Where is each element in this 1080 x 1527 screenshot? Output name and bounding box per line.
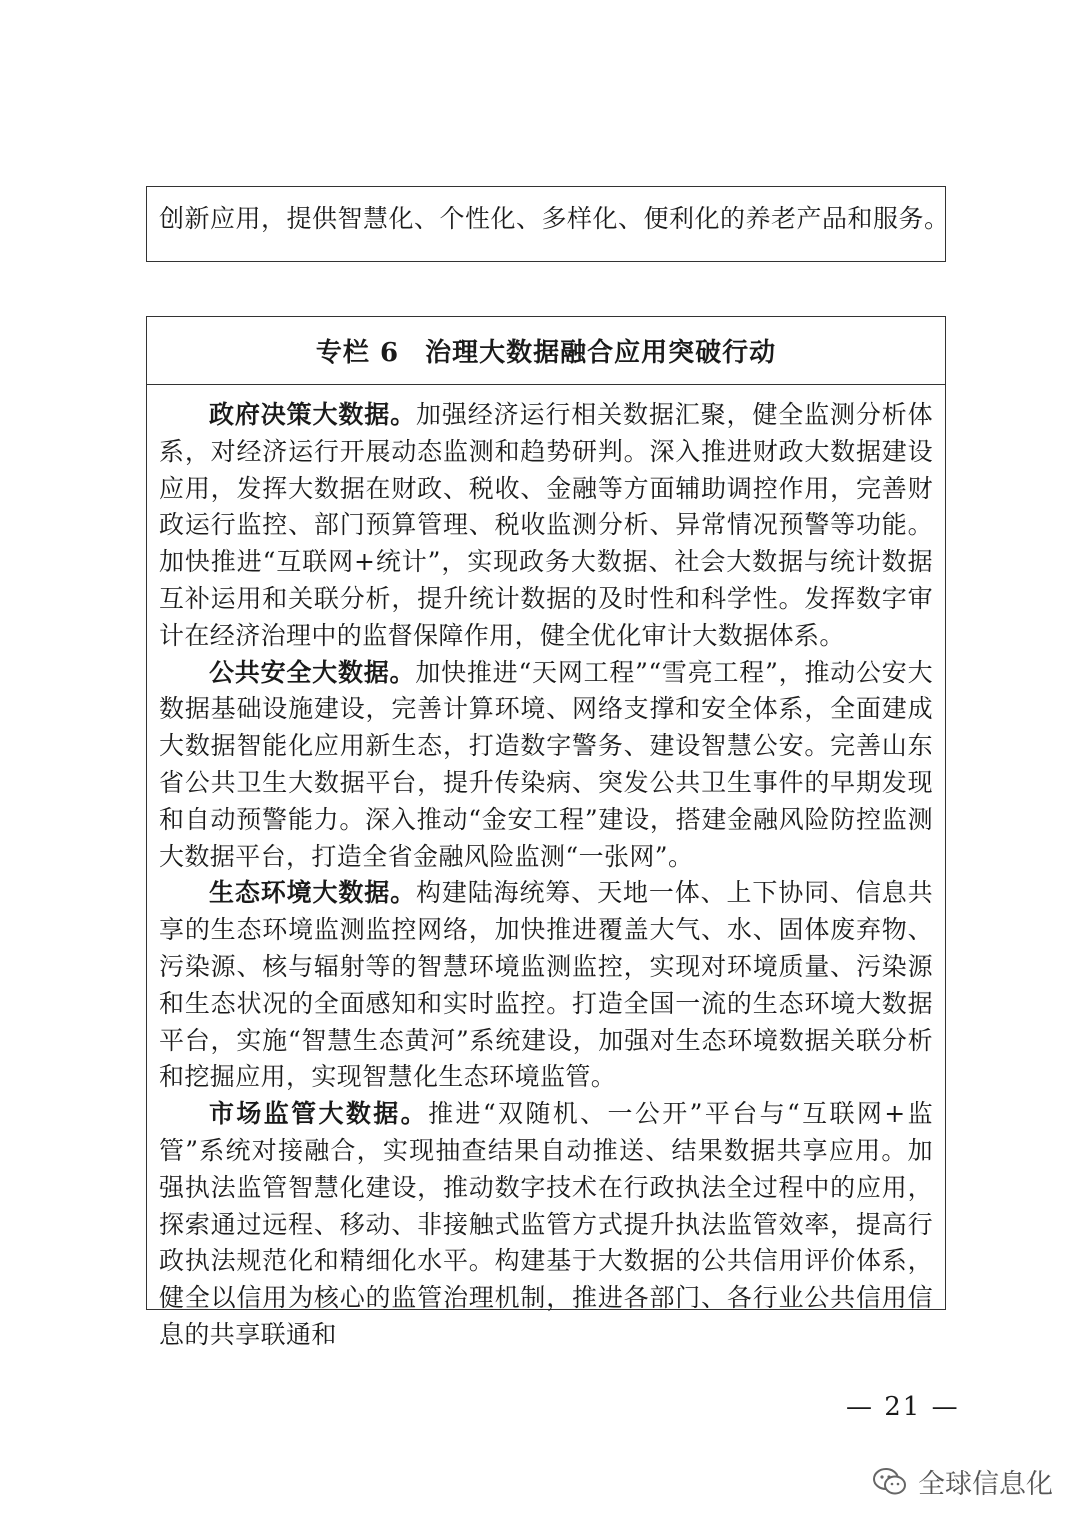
continuation-text: 创新应用，提供智慧化、个性化、多样化、便利化的养老产品和服务。 <box>159 204 950 233</box>
watermark-text: 全球信息化 <box>918 1469 1053 1500</box>
page-number: — 21 — <box>846 1392 960 1422</box>
watermark <box>872 1462 1053 1501</box>
section-body: 加快推进“天网工程”“雪亮工程”，推动公安大数据基础设施建设，完善计算环境、网络支撑和安全体系，全面建成大数据智能化应用新生态，打造数字警务、建设智慧公安。完善山东省公共卫生大数据平台，提升传染病、突发公共卫生事件的早期发现和自动预警能力。深入推动“金安工程”建设，搭建金融风险防控监测大数据平台，打造全省金融风险监测“一张网”。 <box>159 657 933 871</box>
column-header <box>147 317 945 385</box>
column-box <box>146 316 946 1349</box>
continuation-box <box>146 186 950 262</box>
wechat-icon <box>872 1467 908 1497</box>
column-label: 专栏 6 <box>315 338 400 368</box>
column-title: 治理大数据融合应用突破行动 <box>425 338 777 368</box>
section-body: 加强经济运行相关数据汇聚，健全监测分析体系，对经济运行开展动态监测和趋势研判。深入推进财政大数据建设应用，发挥大数据在财政、税收、金融等方面辅助调控作用，完善财政运行监控、部门预算管理、税收监测分析、异常情况预警等功能。加快推进“互联网+统计”，实现政务大数据、社会大数据与统计数据互补运用和关联分析，提升统计数据的及时性和科学性。发挥数字审计在经济治理中的监督保障作用，健全优化审计大数据体系。 <box>159 400 933 650</box>
section-heading: 市场监管大数据。 <box>209 1099 429 1129</box>
section-body: 构建陆海统筹、天地一体、上下协同、信息共享的生态环境监测监控网络，加快推进覆盖大气、水、固体废弃物、污染源、核与辐射等的智慧环境监测监控，实现对环境质量、污染源和生态状况的全面感知和实时监控。打造全国一流的生态环境大数据平台，实施“智慧生态黄河”系统建设，加强对生态环境数据关联分析和挖掘应用，实现智慧化生态环境监管。 <box>159 878 933 1092</box>
section-government <box>159 397 933 655</box>
section-heading: 公共安全大数据。 <box>209 657 416 687</box>
section-heading: 政府决策大数据。 <box>209 400 416 429</box>
section-public-safety <box>159 655 933 876</box>
column-body <box>147 385 945 1354</box>
section-body: 推进“双随机、一公开”平台与“互联网+监管”系统对接融合，实现抽查结果自动推送、结果数据共享应用。加强执法监管智慧化建设，推动数字技术在行政执法全过程中的应用，探索通过远程、移动、非接触式监管方式提升执法监管效率，提高行政执法规范化和精细化水平。构建基于大数据的公共信用评价体系，健全以信用为核心的监管治理机制，推进各部门、各行业公共信用信息的共享联通和 <box>159 1099 934 1349</box>
section-ecology <box>159 875 933 1096</box>
section-heading: 生态环境大数据。 <box>209 878 416 908</box>
section-market <box>159 1096 933 1354</box>
